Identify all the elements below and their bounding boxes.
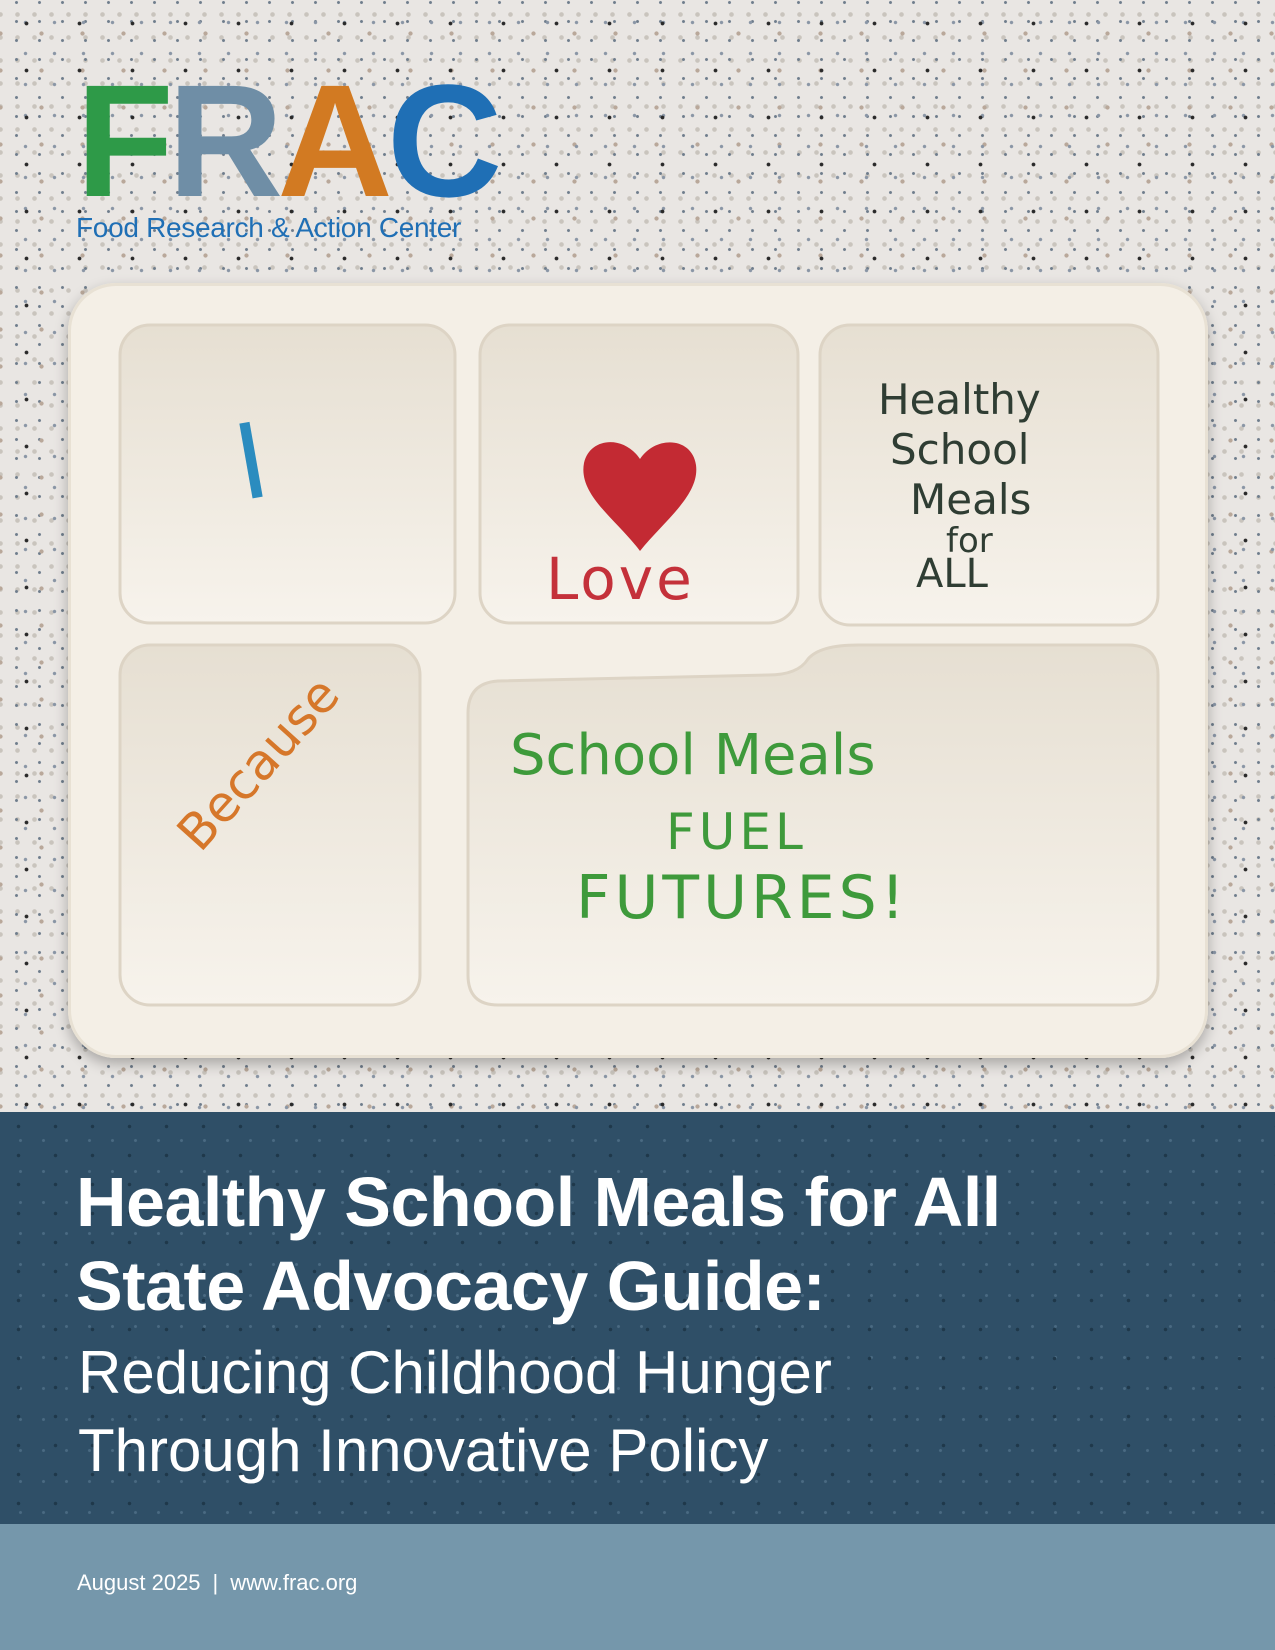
tray-word-love: Love [546,545,695,613]
tray-bottom-line1: School Meals [510,723,876,788]
tray-word-i: I [225,399,278,525]
tray-top-right-line3: Meals [910,475,1032,524]
tray-bottom-line2: FUEL [666,803,807,861]
logo-letter-f: F [76,51,168,230]
publication-date: August 2025 [77,1570,201,1595]
tray-top-right-line5: ALL [916,551,988,597]
tray-top-right-line2: School [890,425,1030,474]
lunch-tray [68,283,1208,1058]
website-link[interactable]: www.frac.org [230,1570,358,1595]
logo-letter-r: R [167,51,278,230]
subtitle-line1: Reducing Childhood Hunger [78,1339,832,1406]
frac-logo [76,51,497,244]
tray-top-right-line1: Healthy [878,375,1041,424]
tray-top-right-line4: for [946,521,993,561]
tray-bottom-line3: FUTURES! [576,863,909,933]
subtitle-line2: Through Innovative Policy [78,1417,769,1484]
page-title-line1: Healthy School Meals for All [76,1163,1001,1241]
logo-letter-a: A [277,51,387,230]
logo-letter-c: C [386,51,497,230]
page-title-line2: State Advocacy Guide: [76,1247,826,1325]
logo-tagline: Food Research & Action Center [76,212,462,243]
footer-info [77,1570,357,1596]
footer-separator: | [212,1570,219,1595]
tray-word-because: Because [166,665,351,862]
